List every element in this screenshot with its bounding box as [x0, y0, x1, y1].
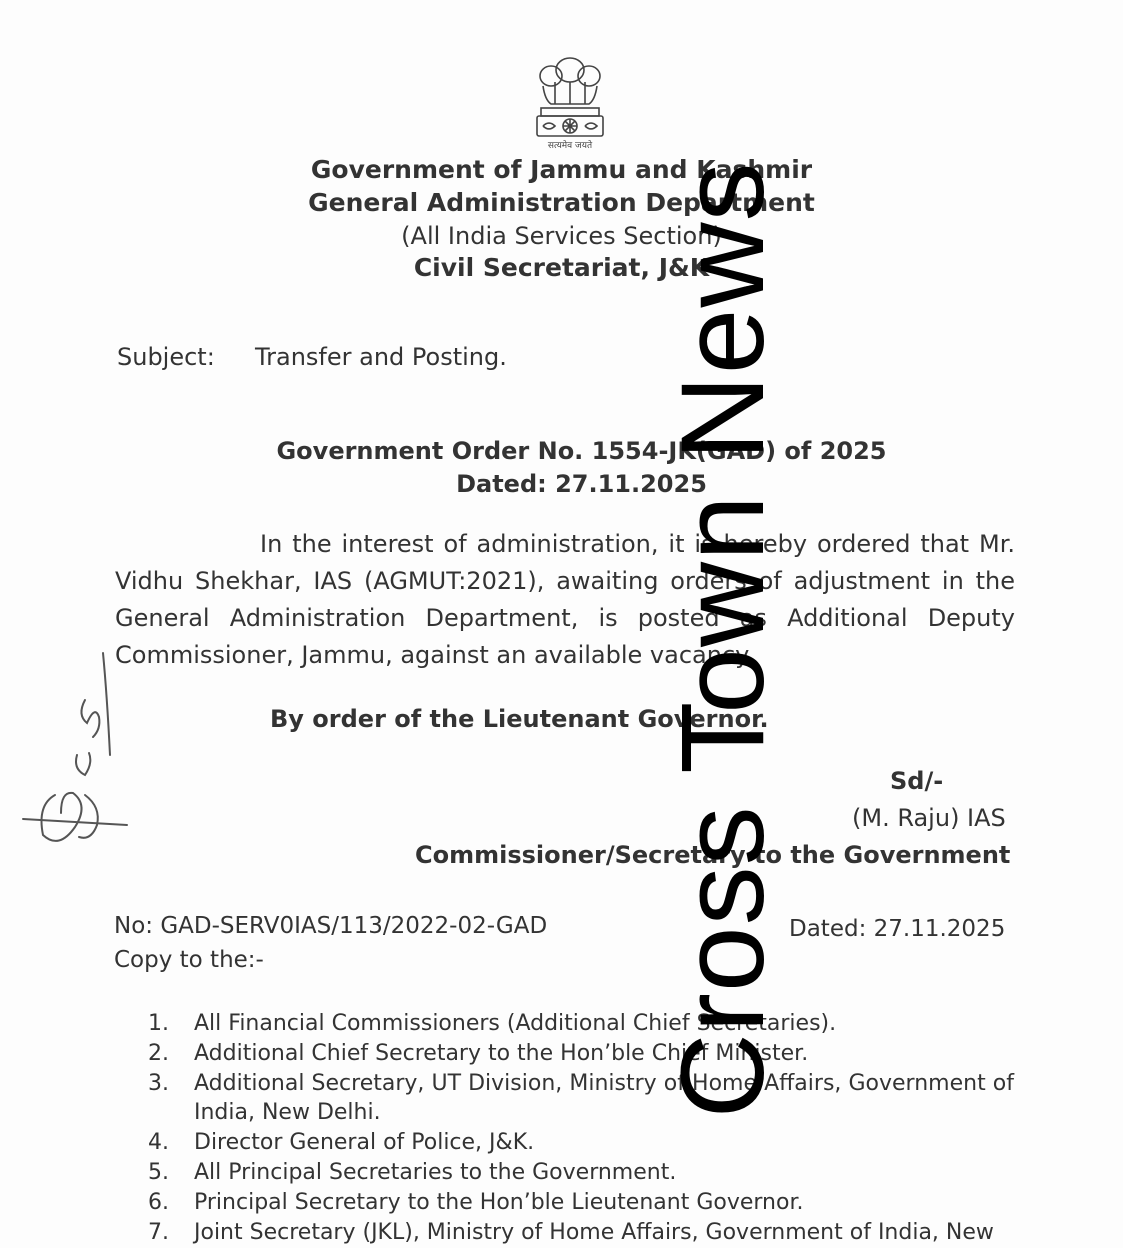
order-number: Government Order No. 1554-JK(GAD) of 2025	[276, 437, 887, 465]
copy-list	[148, 1009, 1014, 1248]
list-item-number: 5.	[148, 1160, 169, 1185]
order-body-text: In the interest of administration, it is hereby ordered that Mr. Vidhu Shekhar, IAS (AGMUT:2021), awaiting orders of adjustment in the General Administration Department, is posted as Additional Deputy Commissioner, Jammu, against an available vacancy.	[115, 530, 1015, 669]
order-date: Dated: 27.11.2025	[456, 470, 707, 498]
signature-sd: Sd/-	[890, 767, 944, 795]
reference-date: Dated: 27.11.2025	[789, 916, 1006, 942]
list-item	[148, 1158, 1014, 1187]
section-title: (All India Services Section)	[401, 222, 722, 250]
list-item-text: Additional Chief Secretary to the Hon’ble Chief Minister.	[194, 1041, 809, 1066]
subject-text: Transfer and Posting.	[255, 343, 507, 371]
list-item	[148, 1188, 1014, 1217]
handwritten-initials	[15, 645, 135, 855]
secretariat-title: Civil Secretariat, J&K	[413, 253, 710, 282]
signatory-name: (M. Raju) IAS	[852, 804, 1006, 832]
order-body	[115, 526, 1015, 674]
watermark-text: Cross Town News	[657, 161, 789, 1119]
list-item	[148, 1069, 1014, 1127]
list-item-text: Additional Secretary, UT Division, Ministry of Home Affairs, Government of India, New Delhi.	[194, 1071, 1014, 1125]
list-item	[148, 1128, 1014, 1157]
by-order-line: By order of the Lieutenant Governor.	[270, 705, 769, 733]
list-item	[148, 1009, 1014, 1038]
subject-label: Subject:	[117, 343, 215, 371]
list-item-number: 4.	[148, 1130, 169, 1155]
list-item-text: All Principal Secretaries to the Government.	[194, 1160, 677, 1185]
list-item	[148, 1218, 1014, 1247]
signatory-designation: Commissioner/Secretary to the Government	[415, 841, 1011, 869]
list-item-number: 2.	[148, 1041, 169, 1066]
list-item-number: 6.	[148, 1190, 169, 1215]
reference-number: No: GAD-SERV0IAS/113/2022-02-GAD	[114, 913, 548, 939]
list-item-text: Director General of Police, J&K.	[194, 1130, 535, 1155]
list-item	[148, 1039, 1014, 1068]
department-title: General Administration Department	[308, 188, 815, 217]
list-item-number: 3.	[148, 1071, 169, 1096]
list-item-number: 7.	[148, 1220, 169, 1245]
list-item-text: Principal Secretary to the Hon’ble Lieutenant Governor.	[194, 1190, 804, 1215]
copy-to-label: Copy to the:-	[114, 947, 264, 973]
government-title: Government of Jammu and Kashmir	[310, 155, 813, 184]
emblem-caption: सत्यमेव जयते	[547, 141, 593, 151]
list-item-text: Joint Secretary (JKL), Ministry of Home Affairs, Government of India, New	[194, 1220, 994, 1245]
state-emblem-icon	[527, 52, 613, 152]
list-item-number: 1.	[148, 1011, 169, 1036]
list-item-text: All Financial Commissioners (Additional Chief Secretaries).	[194, 1011, 837, 1036]
